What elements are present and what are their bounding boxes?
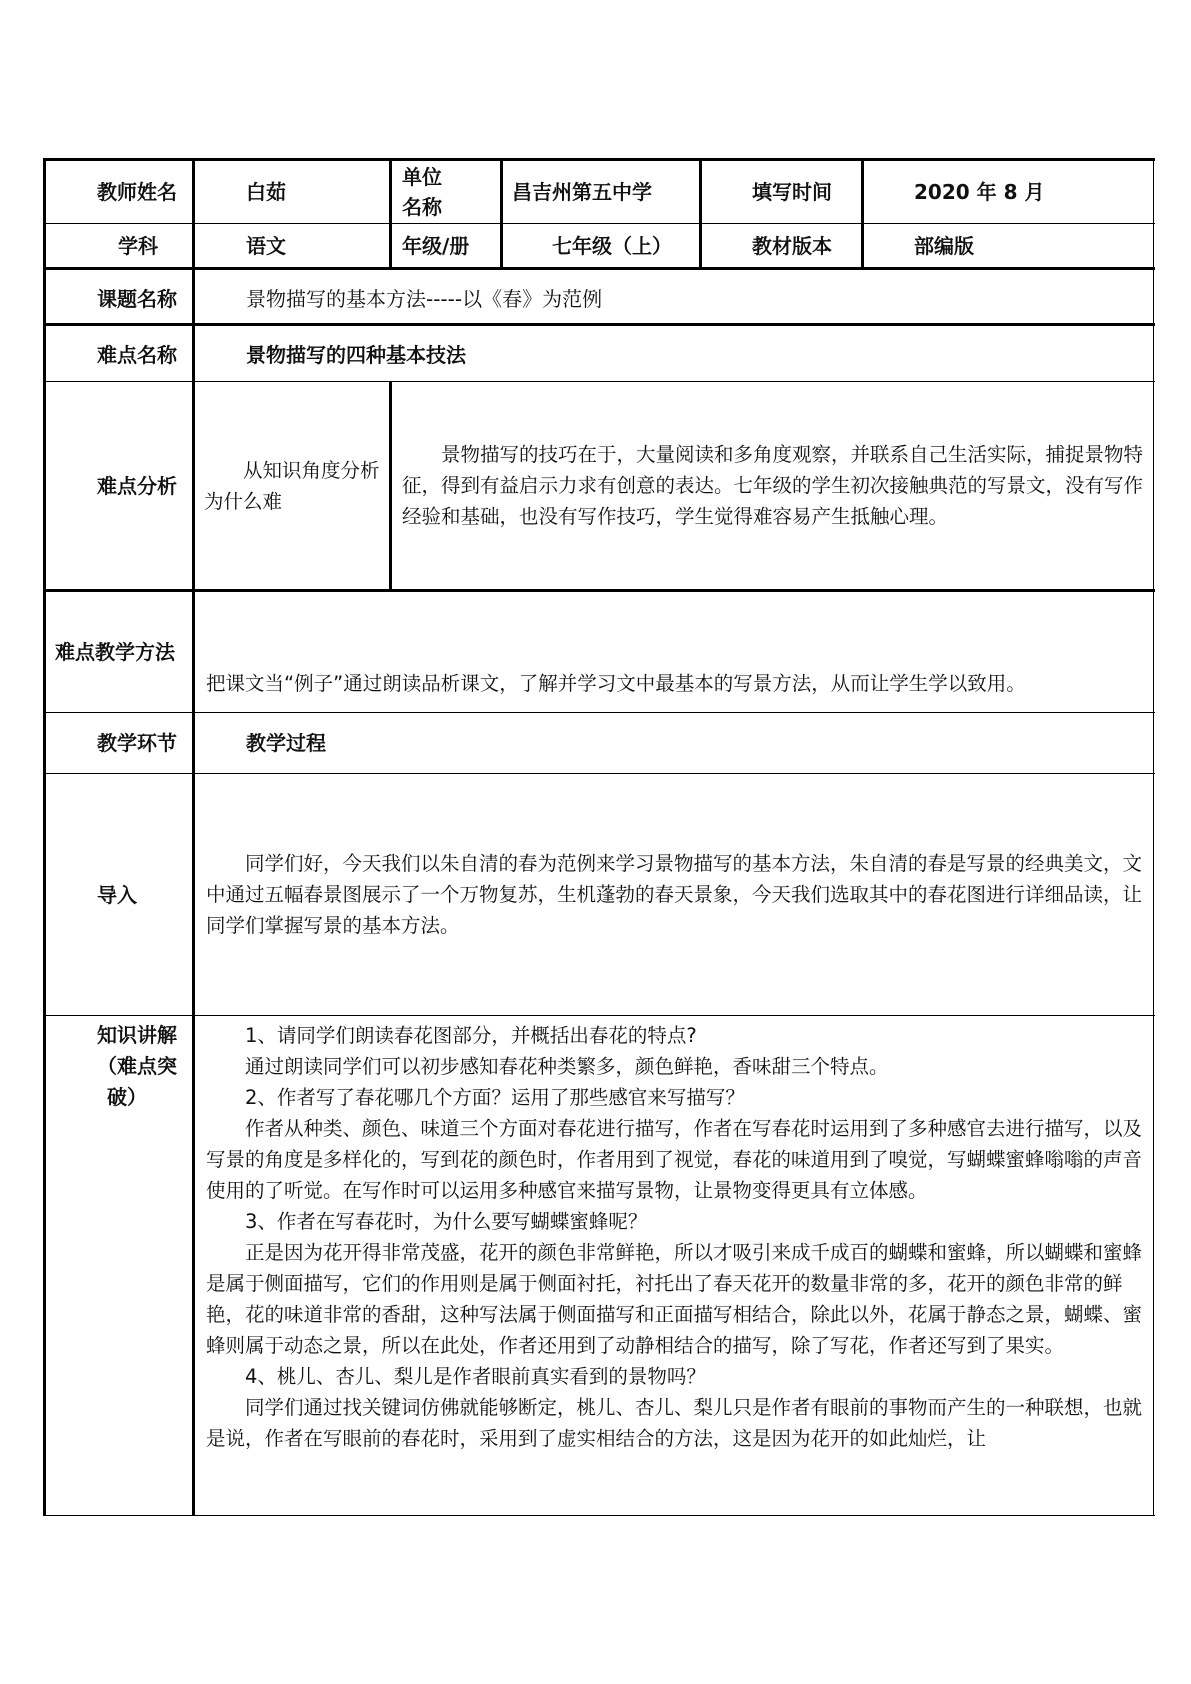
knowledge-paragraph: 同学们通过找关键词仿佛就能够断定，桃儿、杏儿、梨儿只是作者有眼前的事物而产生的一种联想，也就是说，作者在写眼前的春花时，采用到了虚实相结合的方法，这是因为花开的如此灿烂，让	[206, 1396, 1143, 1450]
column-divider	[861, 158, 864, 268]
edition-label: 教材版本	[752, 234, 832, 258]
table-top-border	[43, 158, 1155, 161]
knowledge-paragraph: 通过朗读同学们可以初步感知春花种类繁多，颜色鲜艳，香味甜三个特点。	[245, 1055, 889, 1078]
knowledge-paragraph: 3、作者在写春花时，为什么要写蝴蝶蜜蜂呢？	[245, 1210, 648, 1233]
knowledge-content	[206, 1020, 1146, 1454]
column-divider	[699, 158, 702, 268]
fill-date-label: 填写时间	[752, 180, 832, 204]
analysis-content: 景物描写的技巧在于，大量阅读和多角度观察，并联系自己生活实际，捕捉景物特征，得到有益启示力求有创意的表达。七年级的学生初次接触典范的写景文，没有写作经验和基础，也没有写作技巧，学生觉得难容易产生抵触心理。	[402, 443, 1144, 528]
difficulty-label: 难点名称	[97, 343, 177, 367]
label-column-divider	[192, 158, 195, 1516]
row-divider	[43, 712, 1155, 713]
row-divider	[43, 223, 1155, 224]
process-label: 教学环节	[97, 731, 177, 755]
knowledge-paragraph: 4、桃儿、杏儿、梨儿是作者眼前真实看到的景物吗？	[245, 1365, 706, 1388]
grade-label: 年级/册	[402, 234, 470, 258]
column-divider	[389, 158, 392, 268]
knowledge-paragraph: 1、请同学们朗读春花图部分，并概括出春花的特点?	[245, 1024, 697, 1047]
intro-content: 同学们好，今天我们以朱自清的春为范例来学习景物描写的基本方法，朱自清的春是写景的经典美文，文中通过五幅春景图展示了一个万物复苏，生机蓬勃的春天景象，今天我们选取其中的春花图进行详细品读，让同学们掌握写景的基本方法。	[206, 852, 1143, 937]
method-label: 难点教学方法	[55, 640, 175, 664]
knowledge-paragraph: 正是因为花开得非常茂盛，花开的颜色非常鲜艳，所以才吸引来成千成百的蝴蝶和蜜蜂，所以蝴蝶和蜜蜂是属于侧面描写，它们的作用则是属于侧面衬托，衬托出了春天花开的数量非常的多，花开的颜色非常的鲜艳，花的味道非常的香甜，这种写法属于侧面描写和正面描写相结合，除此以外，花属于静态之景，蝴蝶、蜜蜂则属于动态之景，所以在此处，作者还用到了动静相结合的描写，除了写花，作者还写到了果实。	[206, 1241, 1143, 1357]
unit-name-value: 昌吉州第五中学	[512, 180, 652, 204]
knowledge-label-line1: 知识讲解	[97, 1023, 177, 1047]
difficulty-value: 景物描写的四种基本技法	[246, 343, 466, 367]
subject-label: 学科	[118, 234, 158, 258]
row-divider	[43, 589, 1155, 592]
knowledge-label-line3: 破）	[107, 1085, 147, 1109]
knowledge-paragraph: 作者从种类、颜色、味道三个方面对春花进行描写，作者在写春花时运用到了多种感官去进行描写，以及写景的角度是多样化的，写到花的颜色时，作者用到了视觉，春花的味道用到了嗅觉，写蝴蝶蜜蜂嗡嗡的声音使用的了听觉。在写作时可以运用多种感官来描写景物，让景物变得更具有立体感。	[206, 1117, 1143, 1202]
analysis-sub-label: 从知识角度分析为什么难	[204, 459, 380, 513]
row-divider	[43, 381, 1155, 382]
topic-label: 课题名称	[97, 287, 177, 311]
knowledge-label-line2: （难点突	[97, 1054, 177, 1078]
column-divider	[500, 158, 503, 268]
intro-label: 导入	[97, 883, 137, 907]
subject-value: 语文	[246, 234, 286, 258]
row-divider	[43, 773, 1155, 774]
unit-label-line2: 名称	[402, 195, 442, 219]
teacher-name-value: 白茹	[246, 180, 286, 204]
topic-value: 景物描写的基本方法-----以《春》为范例	[246, 287, 603, 311]
analysis-column-divider	[389, 381, 392, 590]
row-divider	[43, 1015, 1155, 1016]
table-left-border	[43, 158, 46, 1516]
row-divider	[43, 267, 1155, 270]
fill-date-value: 2020 年 8 月	[914, 180, 1045, 204]
table-right-border	[1153, 158, 1154, 1516]
table-cut-border	[43, 1515, 1155, 1516]
method-content: 把课文当“例子”通过朗读品析课文，了解并学习文中最基本的写景方法，从而让学生学以致用。	[206, 672, 1026, 695]
grade-value: 七年级（上）	[552, 234, 672, 258]
process-value: 教学过程	[246, 731, 326, 755]
knowledge-paragraph: 2、作者写了春花哪几个方面？运用了那些感官来写描写？	[245, 1086, 745, 1109]
unit-label-line1: 单位	[402, 165, 442, 189]
row-divider	[43, 323, 1155, 326]
edition-value: 部编版	[914, 234, 974, 258]
analysis-label: 难点分析	[97, 474, 177, 498]
teacher-name-label: 教师姓名	[97, 180, 177, 204]
